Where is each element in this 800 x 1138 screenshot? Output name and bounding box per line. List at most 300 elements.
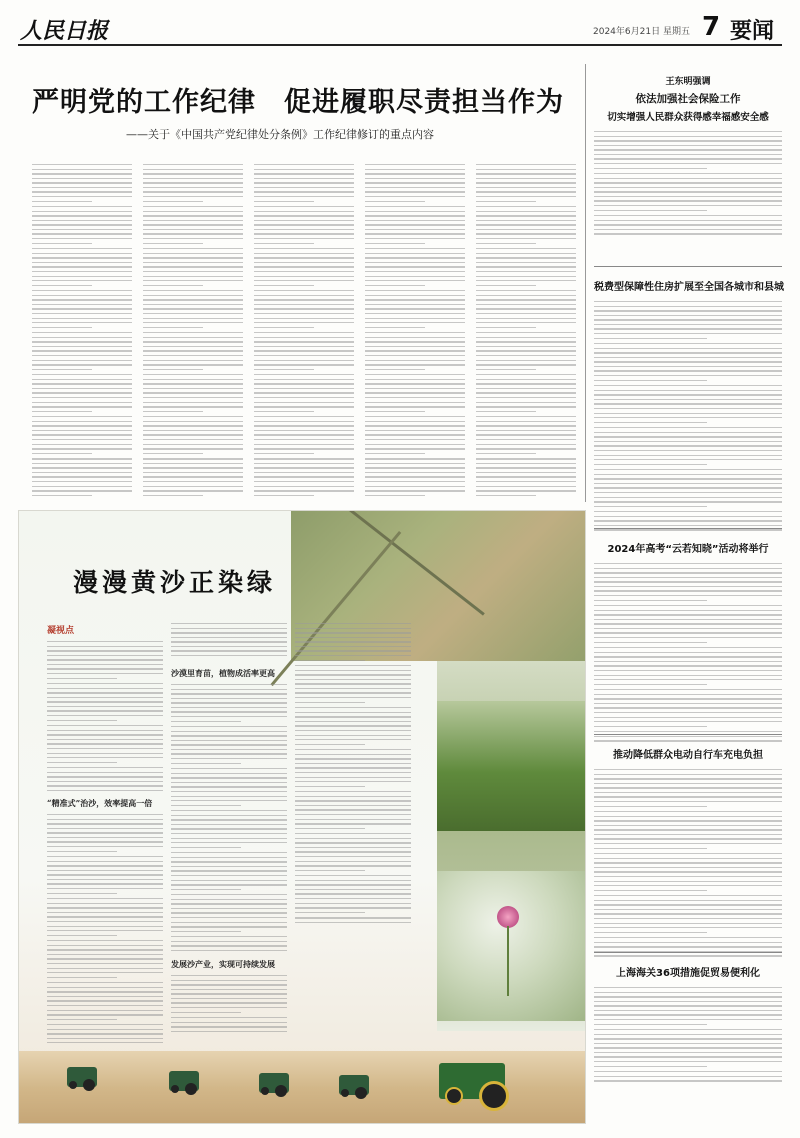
text-line — [143, 308, 243, 309]
text-line — [32, 383, 132, 384]
text-line — [594, 464, 707, 465]
text-line — [594, 694, 782, 695]
text-line — [594, 394, 782, 395]
text-line — [295, 875, 411, 876]
text-line — [365, 224, 465, 225]
text-line — [32, 169, 132, 170]
text-line — [365, 248, 465, 249]
text-line — [295, 641, 411, 642]
text-line — [295, 716, 411, 717]
text-line — [295, 842, 411, 843]
text-line — [143, 248, 243, 249]
text-line — [254, 271, 354, 272]
text-line — [171, 899, 287, 900]
text-line — [594, 913, 782, 914]
text-line — [254, 355, 354, 356]
main-article — [18, 64, 586, 502]
text-line — [171, 641, 287, 642]
text-line — [143, 388, 243, 389]
text-line — [32, 458, 132, 459]
text-line — [594, 492, 782, 493]
text-line — [476, 388, 576, 389]
story-body — [594, 131, 782, 241]
text-line — [32, 304, 132, 305]
text-line — [254, 406, 354, 407]
text-line — [594, 366, 782, 367]
text-line — [143, 215, 243, 216]
text-line — [365, 392, 465, 393]
story-title: 推动降低群众电动自行车充电负担 — [613, 750, 763, 761]
text-line — [47, 940, 163, 941]
text-line — [594, 361, 782, 362]
text-line — [47, 757, 163, 758]
text-line — [47, 650, 163, 651]
text-line — [171, 805, 241, 806]
text-line — [476, 439, 576, 440]
text-line — [171, 637, 287, 638]
text-line — [47, 1019, 117, 1020]
text-line — [295, 777, 411, 778]
text-line — [594, 619, 782, 620]
text-line — [476, 322, 576, 323]
text-line — [594, 858, 782, 859]
text-line — [365, 276, 465, 277]
story-title-line2: 切实增强人民群众获得感幸福感安全感 — [607, 112, 769, 123]
text-line — [594, 900, 782, 901]
text-line — [47, 828, 163, 829]
text-line — [254, 360, 354, 361]
text-line — [476, 178, 576, 179]
text-line — [47, 1000, 163, 1001]
text-line — [476, 425, 576, 426]
text-line — [171, 908, 287, 909]
text-line — [32, 369, 92, 370]
text-line — [47, 710, 163, 711]
story-body — [594, 987, 782, 1087]
text-line — [594, 328, 782, 329]
text-line — [594, 1034, 782, 1035]
text-line — [365, 253, 465, 254]
text-line — [594, 996, 782, 997]
text-line — [143, 318, 243, 319]
text-line — [32, 224, 132, 225]
text-line — [476, 169, 576, 170]
text-line — [32, 448, 132, 449]
text-line — [476, 430, 576, 431]
text-line — [143, 486, 243, 487]
text-line — [594, 862, 782, 863]
text-line — [143, 299, 243, 300]
text-line — [594, 352, 782, 353]
text-line — [476, 453, 536, 454]
text-line — [171, 731, 287, 732]
text-line — [594, 670, 782, 671]
text-line — [171, 880, 287, 881]
text-line — [254, 196, 354, 197]
text-line — [143, 304, 243, 305]
body-column — [254, 164, 354, 496]
text-line — [594, 871, 782, 872]
text-line — [143, 233, 243, 234]
right-story-5 — [594, 964, 782, 1087]
text-line — [594, 348, 782, 349]
text-line — [47, 949, 163, 950]
newspaper-logo: 人民日报 — [20, 18, 109, 44]
text-line — [476, 201, 536, 202]
text-line — [47, 907, 163, 908]
text-line — [32, 406, 132, 407]
text-line — [171, 632, 287, 633]
text-line — [47, 968, 163, 969]
text-line — [143, 346, 243, 347]
text-line — [295, 838, 411, 839]
text-line — [594, 698, 782, 699]
flower-stem — [507, 926, 509, 996]
text-line — [594, 1014, 782, 1015]
text-line — [365, 476, 465, 477]
text-line — [32, 182, 132, 183]
text-line — [143, 402, 243, 403]
text-line — [365, 337, 465, 338]
text-line — [171, 726, 287, 727]
text-line — [365, 495, 425, 496]
text-line — [32, 238, 132, 239]
text-line — [594, 684, 707, 685]
text-line — [365, 388, 465, 389]
text-line — [254, 253, 354, 254]
text-line — [32, 364, 132, 365]
text-line — [143, 397, 243, 398]
text-line — [143, 313, 243, 314]
text-line — [47, 823, 163, 824]
text-line — [32, 350, 132, 351]
text-line — [32, 388, 132, 389]
text-line — [171, 847, 241, 848]
body-column — [143, 164, 243, 496]
text-line — [594, 1043, 782, 1044]
text-line — [47, 982, 163, 983]
feature-body — [295, 623, 411, 923]
text-line — [143, 285, 203, 286]
text-line — [365, 211, 465, 212]
text-line — [47, 991, 163, 992]
text-line — [476, 164, 576, 165]
text-line — [171, 1007, 287, 1008]
text-line — [254, 421, 354, 422]
text-line — [171, 707, 287, 708]
text-line — [171, 842, 287, 843]
text-line — [32, 416, 132, 417]
text-line — [295, 730, 411, 731]
text-line — [47, 837, 163, 838]
text-line — [171, 763, 241, 764]
text-line — [365, 421, 465, 422]
text-line — [254, 266, 354, 267]
text-line — [365, 201, 425, 202]
text-line — [254, 346, 354, 347]
text-line — [171, 1022, 287, 1023]
text-line — [143, 290, 243, 291]
text-line — [365, 285, 425, 286]
text-line — [143, 411, 203, 412]
text-line — [594, 801, 782, 802]
text-line — [365, 463, 465, 464]
text-line — [254, 416, 354, 417]
text-line — [171, 702, 287, 703]
text-line — [47, 673, 163, 674]
text-line — [594, 432, 782, 433]
text-line — [594, 787, 782, 788]
text-line — [594, 853, 782, 854]
feature-column — [295, 623, 411, 1043]
text-line — [254, 476, 354, 477]
text-line — [32, 392, 132, 393]
text-line — [171, 810, 287, 811]
text-line — [254, 182, 354, 183]
text-line — [171, 984, 287, 985]
text-line — [594, 955, 782, 956]
text-line — [594, 834, 782, 835]
text-line — [32, 434, 132, 435]
right-story-4 — [594, 746, 782, 961]
text-line — [295, 632, 411, 633]
text-line — [254, 453, 314, 454]
text-line — [47, 781, 163, 782]
text-line — [476, 295, 576, 296]
text-line — [476, 369, 536, 370]
text-line — [254, 187, 354, 188]
text-line — [476, 383, 576, 384]
text-line — [47, 697, 163, 698]
text-line — [594, 1029, 782, 1030]
text-line — [143, 439, 243, 440]
text-line — [171, 693, 287, 694]
text-line — [295, 786, 365, 787]
text-line — [295, 725, 411, 726]
text-line — [594, 233, 782, 234]
text-line — [476, 486, 576, 487]
text-line — [365, 360, 465, 361]
text-line — [594, 843, 782, 844]
text-line — [254, 364, 354, 365]
text-line — [476, 220, 576, 221]
tractor-icon — [259, 1073, 289, 1093]
text-line — [295, 922, 411, 923]
text-line — [171, 903, 287, 904]
text-line — [254, 257, 354, 258]
text-line — [47, 785, 163, 786]
text-line — [143, 434, 243, 435]
story-title: 税费型保障性住房扩展至全国各城市和县城 — [594, 282, 784, 293]
text-line — [295, 833, 411, 834]
text-line — [32, 201, 92, 202]
text-line — [295, 763, 411, 764]
text-line — [143, 379, 243, 380]
text-line — [143, 472, 243, 473]
text-line — [295, 679, 411, 680]
text-line — [143, 220, 243, 221]
flower-icon — [497, 906, 519, 928]
text-line — [476, 346, 576, 347]
text-line — [594, 923, 782, 924]
text-line — [594, 417, 782, 418]
text-line — [594, 838, 782, 839]
text-line — [476, 266, 576, 267]
issue-date: 2024年6月21日 星期五 — [593, 27, 690, 37]
text-line — [32, 430, 132, 431]
text-line — [171, 1002, 287, 1003]
text-line — [47, 790, 163, 791]
text-line — [594, 136, 782, 137]
text-line — [171, 941, 287, 942]
text-line — [171, 628, 287, 629]
text-line — [47, 1042, 163, 1043]
text-line — [365, 178, 465, 179]
text-line — [254, 486, 354, 487]
text-line — [171, 889, 241, 890]
text-line — [594, 656, 782, 657]
text-line — [32, 206, 132, 207]
text-line — [32, 253, 132, 254]
text-line — [594, 408, 782, 409]
story-title: 依法加强社会保险工作 — [635, 93, 741, 105]
text-line — [594, 324, 782, 325]
text-line — [594, 154, 782, 155]
text-line — [254, 434, 354, 435]
text-line — [365, 164, 465, 165]
text-line — [594, 1001, 782, 1002]
text-line — [594, 1038, 782, 1039]
text-line — [476, 187, 576, 188]
text-line — [171, 773, 287, 774]
text-line — [47, 720, 117, 721]
feature-subhead: 沙漠里育苗，植物成活率更高 — [171, 668, 275, 678]
text-line — [171, 998, 287, 999]
text-line — [594, 665, 782, 666]
text-line — [47, 945, 163, 946]
text-line — [171, 917, 287, 918]
right-story-1 — [594, 74, 782, 241]
text-line — [295, 884, 411, 885]
text-line — [47, 1038, 163, 1039]
text-line — [295, 683, 411, 684]
text-line — [594, 224, 782, 225]
text-line — [476, 397, 576, 398]
text-line — [476, 191, 576, 192]
text-line — [254, 318, 354, 319]
text-line — [254, 290, 354, 291]
text-line — [594, 736, 782, 737]
text-line — [476, 253, 576, 254]
text-line — [476, 206, 576, 207]
body-column — [476, 164, 576, 496]
text-line — [594, 131, 782, 132]
text-line — [171, 894, 287, 895]
divider — [594, 528, 782, 529]
text-line — [594, 525, 782, 526]
text-line — [254, 411, 314, 412]
text-line — [594, 182, 782, 183]
text-line — [254, 308, 354, 309]
text-line — [594, 647, 782, 648]
text-line — [143, 337, 243, 338]
tractor-icon — [169, 1071, 199, 1091]
text-line — [594, 1019, 782, 1020]
text-line — [47, 683, 163, 684]
text-line — [594, 1066, 707, 1067]
text-line — [254, 304, 354, 305]
text-line — [32, 313, 132, 314]
text-line — [295, 749, 411, 750]
text-line — [476, 215, 576, 216]
text-line — [254, 164, 354, 165]
text-line — [171, 993, 287, 994]
text-line — [171, 735, 287, 736]
text-line — [476, 318, 576, 319]
text-line — [476, 233, 576, 234]
text-line — [143, 262, 243, 263]
text-line — [32, 374, 132, 375]
text-line — [365, 481, 465, 482]
text-line — [32, 295, 132, 296]
text-line — [594, 445, 782, 446]
text-line — [365, 430, 465, 431]
text-line — [143, 164, 243, 165]
text-line — [594, 918, 782, 919]
text-line — [594, 769, 782, 770]
text-line — [47, 963, 163, 964]
text-line — [171, 857, 287, 858]
text-line — [171, 870, 287, 871]
text-line — [32, 486, 132, 487]
text-line — [365, 220, 465, 221]
text-line — [254, 280, 354, 281]
text-line — [254, 238, 354, 239]
text-line — [32, 402, 132, 403]
text-line — [47, 706, 163, 707]
text-line — [476, 308, 576, 309]
text-line — [143, 444, 243, 445]
text-line — [47, 659, 163, 660]
body-column — [365, 164, 465, 496]
text-line — [254, 215, 354, 216]
text-line — [295, 772, 411, 773]
body-column — [32, 164, 132, 496]
text-line — [594, 992, 782, 993]
text-line — [171, 689, 287, 690]
text-line — [365, 486, 465, 487]
text-line — [47, 856, 163, 857]
text-line — [594, 679, 782, 680]
text-line — [295, 650, 411, 651]
text-line — [594, 427, 782, 428]
text-line — [171, 721, 241, 722]
text-line — [594, 483, 782, 484]
text-line — [47, 987, 163, 988]
feature-subhead: 发展沙产业，实现可持续发展 — [171, 959, 275, 969]
text-line — [171, 791, 287, 792]
text-line — [254, 439, 354, 440]
text-line — [295, 847, 411, 848]
text-line — [143, 392, 243, 393]
text-line — [295, 688, 411, 689]
text-line — [365, 411, 425, 412]
text-line — [365, 238, 465, 239]
text-line — [47, 1029, 163, 1030]
text-line — [254, 313, 354, 314]
text-line — [594, 987, 782, 988]
text-line — [594, 689, 782, 690]
